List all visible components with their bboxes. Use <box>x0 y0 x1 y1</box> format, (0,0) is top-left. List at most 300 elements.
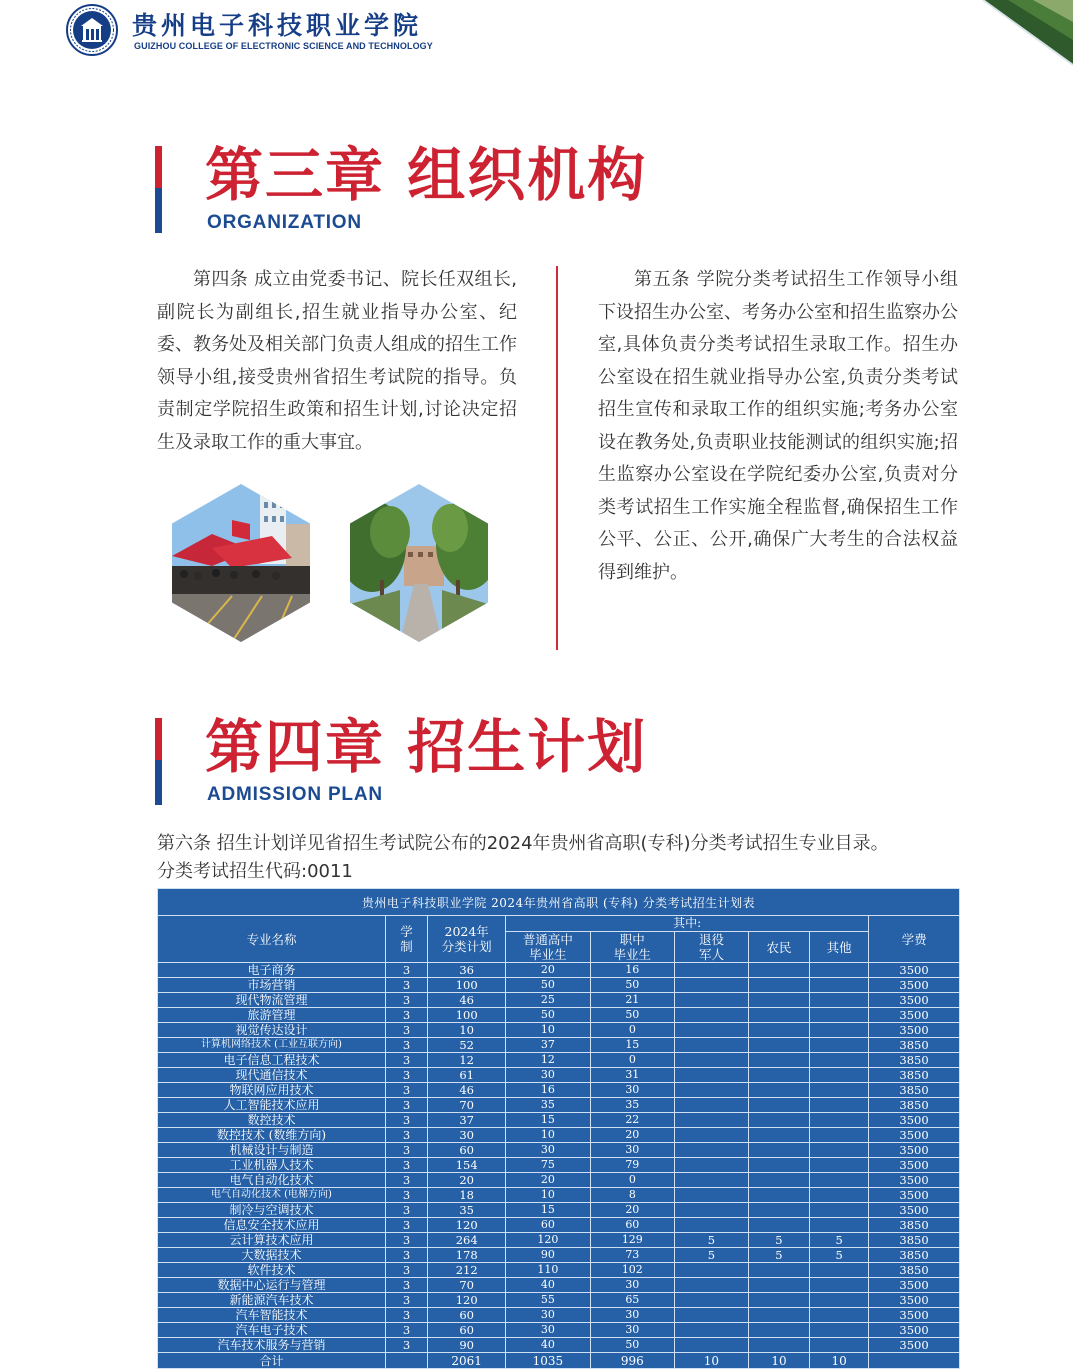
cell-tuition: 3500 <box>869 1338 960 1353</box>
cell-vocational: 16 <box>590 963 674 978</box>
total-veterans: 10 <box>675 1353 749 1369</box>
cell-tuition: 3850 <box>869 1233 960 1248</box>
cell-years: 3 <box>385 1308 427 1323</box>
cell-tuition: 3500 <box>869 1323 960 1338</box>
article6-line1: 第六条 招生计划详见省招生考试院公布的2024年贵州省高职(专科)分类考试招生专业目录。 <box>157 833 889 854</box>
cell-major: 汽车智能技术 <box>158 1308 386 1323</box>
col-header-plan: 2024年 分类计划 <box>428 916 506 963</box>
cell-farmers <box>748 1158 809 1173</box>
cell-major: 数据中心运行与管理 <box>158 1278 386 1293</box>
cell-vocational: 35 <box>590 1098 674 1113</box>
table-row <box>158 1008 960 1023</box>
cell-others <box>810 1338 869 1353</box>
cell-major: 云计算技术应用 <box>158 1233 386 1248</box>
cell-plan: 60 <box>428 1323 506 1338</box>
cell-others <box>810 1038 869 1053</box>
total-farmers: 10 <box>748 1353 809 1369</box>
table-row <box>158 1113 960 1128</box>
col-header-years: 学 制 <box>385 916 427 963</box>
cell-farmers <box>748 1143 809 1158</box>
cell-major: 电子信息工程技术 <box>158 1053 386 1068</box>
cell-farmers <box>748 1023 809 1038</box>
cell-farmers <box>748 1083 809 1098</box>
cell-farmers <box>748 1113 809 1128</box>
heading-accent-blue <box>155 188 162 233</box>
cell-farmers <box>748 978 809 993</box>
table-row <box>158 1218 960 1233</box>
chapter3-subtitle: ORGANIZATION <box>207 212 362 233</box>
cell-major: 数控技术 (数维方向) <box>158 1128 386 1143</box>
cell-vocational: 8 <box>590 1188 674 1203</box>
cell-others <box>810 1218 869 1233</box>
cell-major: 现代物流管理 <box>158 993 386 1008</box>
cell-veterans <box>675 963 749 978</box>
cell-years: 3 <box>385 1143 427 1158</box>
cell-tuition: 3850 <box>869 1083 960 1098</box>
cell-high-school: 30 <box>506 1323 590 1338</box>
cell-high-school: 120 <box>506 1233 590 1248</box>
cell-veterans <box>675 1083 749 1098</box>
cell-high-school: 50 <box>506 978 590 993</box>
cell-major: 软件技术 <box>158 1263 386 1278</box>
cell-years: 3 <box>385 1083 427 1098</box>
cell-vocational: 60 <box>590 1218 674 1233</box>
cell-major: 电子商务 <box>158 963 386 978</box>
cell-farmers <box>748 1338 809 1353</box>
cell-plan: 10 <box>428 1023 506 1038</box>
cell-others: 5 <box>810 1233 869 1248</box>
cell-plan: 60 <box>428 1308 506 1323</box>
cell-plan: 70 <box>428 1278 506 1293</box>
cell-plan: 37 <box>428 1113 506 1128</box>
cell-veterans <box>675 1128 749 1143</box>
cell-major: 汽车电子技术 <box>158 1323 386 1338</box>
cell-high-school: 20 <box>506 963 590 978</box>
total-major: 合计 <box>158 1353 386 1369</box>
cell-high-school: 15 <box>506 1113 590 1128</box>
cell-years: 3 <box>385 1158 427 1173</box>
article6-text <box>157 830 997 886</box>
cell-vocational: 20 <box>590 1128 674 1143</box>
cell-major: 人工智能技术应用 <box>158 1098 386 1113</box>
cell-others: 5 <box>810 1248 869 1263</box>
cell-major: 汽车技术服务与营销 <box>158 1338 386 1353</box>
cell-plan: 154 <box>428 1158 506 1173</box>
cell-veterans <box>675 1278 749 1293</box>
cell-major: 信息安全技术应用 <box>158 1218 386 1233</box>
college-logo <box>66 4 446 56</box>
cell-vocational: 20 <box>590 1203 674 1218</box>
cell-years: 3 <box>385 1248 427 1263</box>
col-header-veterans: 退役 军人 <box>675 932 749 963</box>
cell-tuition: 3850 <box>869 1038 960 1053</box>
table-row <box>158 1293 960 1308</box>
cell-tuition: 3500 <box>869 1293 960 1308</box>
cell-farmers <box>748 1323 809 1338</box>
cell-vocational: 30 <box>590 1143 674 1158</box>
table-row <box>158 1338 960 1353</box>
cell-years: 3 <box>385 1053 427 1068</box>
table-row <box>158 963 960 978</box>
cell-high-school: 10 <box>506 1128 590 1143</box>
cell-vocational: 30 <box>590 1083 674 1098</box>
cell-veterans <box>675 1038 749 1053</box>
table-row <box>158 1173 960 1188</box>
table-row <box>158 1308 960 1323</box>
total-plan: 2061 <box>428 1353 506 1369</box>
cell-years: 3 <box>385 1023 427 1038</box>
table-title: 贵州电子科技职业学院 2024年贵州省高职 (专科) 分类考试招生计划表 <box>158 889 960 916</box>
cell-years: 3 <box>385 1113 427 1128</box>
cell-major: 电气自动化技术 (电梯方向) <box>158 1188 386 1203</box>
cell-plan: 120 <box>428 1218 506 1233</box>
col-header-others: 其他 <box>810 932 869 963</box>
cell-plan: 52 <box>428 1038 506 1053</box>
admission-plan-table <box>157 888 960 1369</box>
cell-others <box>810 1053 869 1068</box>
cell-farmers <box>748 1128 809 1143</box>
table-row <box>158 1023 960 1038</box>
cell-tuition: 3500 <box>869 993 960 1008</box>
cell-others <box>810 1083 869 1098</box>
cell-veterans <box>675 1203 749 1218</box>
cell-major: 电气自动化技术 <box>158 1173 386 1188</box>
cell-plan: 18 <box>428 1188 506 1203</box>
cell-veterans <box>675 993 749 1008</box>
cell-farmers <box>748 1203 809 1218</box>
cell-farmers <box>748 1263 809 1278</box>
cell-others <box>810 978 869 993</box>
chapter4-subtitle: ADMISSION PLAN <box>207 784 383 805</box>
cell-vocational: 31 <box>590 1068 674 1083</box>
cell-farmers <box>748 1038 809 1053</box>
total-others: 10 <box>810 1353 869 1369</box>
cell-farmers <box>748 1068 809 1083</box>
cell-plan: 178 <box>428 1248 506 1263</box>
cell-tuition: 3500 <box>869 1278 960 1293</box>
table-row <box>158 1188 960 1203</box>
cell-years: 3 <box>385 1263 427 1278</box>
column-divider <box>556 266 558 650</box>
cell-others <box>810 993 869 1008</box>
cell-tuition: 3500 <box>869 1023 960 1038</box>
cell-others <box>810 1158 869 1173</box>
cell-others <box>810 1068 869 1083</box>
total-high-school: 1035 <box>506 1353 590 1369</box>
cell-veterans <box>675 1173 749 1188</box>
college-seal-icon <box>66 4 118 56</box>
cell-veterans <box>675 1323 749 1338</box>
cell-tuition: 3850 <box>869 1068 960 1083</box>
cell-veterans <box>675 1263 749 1278</box>
corner-landscape-decoration <box>953 0 1073 70</box>
article4-text: 第四条 成立由党委书记、院长任双组长,副院长为副组长,招生就业指导办公室、纪委、教务处及相关部门负责人组成的招生工作领导小组,接受贵州省招生考试院的指导。负责制定学院招生政策和招生计划,讨论决定招生及录取工作的重大事宜。 <box>157 269 517 453</box>
table-row <box>158 1053 960 1068</box>
cell-plan: 100 <box>428 1008 506 1023</box>
cell-veterans <box>675 1188 749 1203</box>
table-row <box>158 1278 960 1293</box>
cell-veterans <box>675 1338 749 1353</box>
cell-high-school: 75 <box>506 1158 590 1173</box>
cell-years: 3 <box>385 978 427 993</box>
cell-vocational: 15 <box>590 1038 674 1053</box>
cell-plan: 120 <box>428 1293 506 1308</box>
table-total-row <box>158 1353 960 1369</box>
cell-plan: 264 <box>428 1233 506 1248</box>
cell-high-school: 30 <box>506 1143 590 1158</box>
cell-others <box>810 1308 869 1323</box>
heading-accent-blue <box>155 760 162 805</box>
cell-vocational: 79 <box>590 1158 674 1173</box>
col-header-major: 专业名称 <box>158 916 386 963</box>
cell-veterans: 5 <box>675 1233 749 1248</box>
cell-plan: 46 <box>428 1083 506 1098</box>
cell-others <box>810 1098 869 1113</box>
cell-high-school: 37 <box>506 1038 590 1053</box>
cell-others <box>810 963 869 978</box>
cell-veterans <box>675 1293 749 1308</box>
cell-tuition: 3850 <box>869 1053 960 1068</box>
cell-others <box>810 1173 869 1188</box>
cell-years: 3 <box>385 1338 427 1353</box>
cell-major: 物联网应用技术 <box>158 1083 386 1098</box>
cell-vocational: 21 <box>590 993 674 1008</box>
cell-high-school: 12 <box>506 1053 590 1068</box>
cell-plan: 61 <box>428 1068 506 1083</box>
cell-major: 计算机网络技术 (工业互联方向) <box>158 1038 386 1053</box>
cell-tuition: 3500 <box>869 978 960 993</box>
cell-vocational: 50 <box>590 1008 674 1023</box>
cell-major: 视觉传达设计 <box>158 1023 386 1038</box>
cell-vocational: 50 <box>590 978 674 993</box>
cell-veterans <box>675 1308 749 1323</box>
cell-farmers <box>748 1218 809 1233</box>
cell-high-school: 16 <box>506 1083 590 1098</box>
cell-years: 3 <box>385 1173 427 1188</box>
cell-plan: 20 <box>428 1173 506 1188</box>
cell-major: 制冷与空调技术 <box>158 1203 386 1218</box>
cell-farmers <box>748 993 809 1008</box>
cell-tuition: 3850 <box>869 1218 960 1233</box>
cell-vocational: 0 <box>590 1023 674 1038</box>
cell-years: 3 <box>385 1068 427 1083</box>
cell-vocational: 30 <box>590 1308 674 1323</box>
cell-high-school: 50 <box>506 1008 590 1023</box>
cell-veterans: 5 <box>675 1248 749 1263</box>
cell-others <box>810 1008 869 1023</box>
cell-veterans <box>675 1008 749 1023</box>
total-vocational: 996 <box>590 1353 674 1369</box>
cell-tuition: 3500 <box>869 1158 960 1173</box>
cell-tuition: 3500 <box>869 1203 960 1218</box>
cell-farmers <box>748 1278 809 1293</box>
cell-others <box>810 1143 869 1158</box>
cell-veterans <box>675 1218 749 1233</box>
cell-tuition: 3850 <box>869 1263 960 1278</box>
table-row <box>158 1143 960 1158</box>
college-name-en: GUIZHOU COLLEGE OF ELECTRONIC SCIENCE AND TECHNOLOGY <box>134 41 433 51</box>
cell-farmers: 5 <box>748 1233 809 1248</box>
cell-high-school: 55 <box>506 1293 590 1308</box>
cell-farmers <box>748 1173 809 1188</box>
cell-high-school: 60 <box>506 1218 590 1233</box>
cell-major: 市场营销 <box>158 978 386 993</box>
cell-years: 3 <box>385 1128 427 1143</box>
cell-high-school: 30 <box>506 1068 590 1083</box>
col-header-high-school: 普通高中 毕业生 <box>506 932 590 963</box>
table-row <box>158 1098 960 1113</box>
cell-years: 3 <box>385 1233 427 1248</box>
cell-tuition: 3500 <box>869 1308 960 1323</box>
cell-major: 新能源汽车技术 <box>158 1293 386 1308</box>
table-row <box>158 1083 960 1098</box>
table-row <box>158 1068 960 1083</box>
cell-major: 工业机器人技术 <box>158 1158 386 1173</box>
article6-admission-code: 分类考试招生代码:0011 <box>157 861 353 882</box>
cell-high-school: 15 <box>506 1203 590 1218</box>
cell-veterans <box>675 1068 749 1083</box>
cell-plan: 12 <box>428 1053 506 1068</box>
hexagon-photo-campus-road <box>350 484 488 642</box>
cell-farmers <box>748 1308 809 1323</box>
table-row <box>158 1203 960 1218</box>
cell-farmers <box>748 1098 809 1113</box>
col-header-of-which: 其中: <box>506 916 869 932</box>
cell-years: 3 <box>385 1203 427 1218</box>
cell-vocational: 65 <box>590 1293 674 1308</box>
table-row <box>158 1263 960 1278</box>
cell-tuition: 3500 <box>869 1173 960 1188</box>
total-years <box>385 1353 427 1369</box>
table-row <box>158 1158 960 1173</box>
cell-others <box>810 1323 869 1338</box>
cell-veterans <box>675 1113 749 1128</box>
cell-vocational: 102 <box>590 1263 674 1278</box>
cell-vocational: 30 <box>590 1278 674 1293</box>
cell-veterans <box>675 1098 749 1113</box>
cell-others <box>810 1113 869 1128</box>
table-row <box>158 993 960 1008</box>
table-row <box>158 1038 960 1053</box>
cell-tuition: 3500 <box>869 963 960 978</box>
cell-vocational: 73 <box>590 1248 674 1263</box>
cell-plan: 212 <box>428 1263 506 1278</box>
cell-tuition: 3500 <box>869 1188 960 1203</box>
cell-plan: 35 <box>428 1203 506 1218</box>
cell-vocational: 0 <box>590 1053 674 1068</box>
cell-major: 大数据技术 <box>158 1248 386 1263</box>
cell-veterans <box>675 1158 749 1173</box>
cell-tuition: 3500 <box>869 1008 960 1023</box>
cell-others <box>810 1278 869 1293</box>
cell-high-school: 35 <box>506 1098 590 1113</box>
cell-years: 3 <box>385 963 427 978</box>
table-row <box>158 1248 960 1263</box>
cell-veterans <box>675 1053 749 1068</box>
cell-tuition: 3850 <box>869 1248 960 1263</box>
cell-years: 3 <box>385 1008 427 1023</box>
chapter4-title: 第四章 招生计划 <box>205 713 648 781</box>
cell-high-school: 40 <box>506 1338 590 1353</box>
cell-years: 3 <box>385 993 427 1008</box>
cell-years: 3 <box>385 1188 427 1203</box>
cell-major: 现代通信技术 <box>158 1068 386 1083</box>
hexagon-photo-recruitment-fair <box>172 484 310 642</box>
cell-years: 3 <box>385 1038 427 1053</box>
cell-high-school: 110 <box>506 1263 590 1278</box>
chapter3-title: 第三章 组织机构 <box>205 141 648 209</box>
cell-others <box>810 1203 869 1218</box>
cell-high-school: 40 <box>506 1278 590 1293</box>
cell-vocational: 50 <box>590 1338 674 1353</box>
cell-vocational: 129 <box>590 1233 674 1248</box>
cell-plan: 90 <box>428 1338 506 1353</box>
cell-high-school: 25 <box>506 993 590 1008</box>
heading-accent-red <box>155 718 162 760</box>
cell-farmers <box>748 1293 809 1308</box>
cell-major: 机械设计与制造 <box>158 1143 386 1158</box>
col-header-tuition: 学费 <box>869 916 960 963</box>
cell-others <box>810 1188 869 1203</box>
cell-high-school: 10 <box>506 1023 590 1038</box>
cell-farmers <box>748 1053 809 1068</box>
cell-high-school: 10 <box>506 1188 590 1203</box>
table-row <box>158 978 960 993</box>
cell-major: 数控技术 <box>158 1113 386 1128</box>
cell-tuition: 3850 <box>869 1098 960 1113</box>
cell-farmers <box>748 1008 809 1023</box>
article5-text: 第五条 学院分类考试招生工作领导小组下设招生办公室、考务办公室和招生监察办公室,具体负责分类考试招生录取工作。招生办公室设在招生就业指导办公室,负责分类考试招生宣传和录取工作的组织实施;考务办公室设在教务处,负责职业技能测试的组织实施;招生监察办公室设在学院纪委办公室,负责对分类考试招生工作实施全程监督,确保招生工作公平、公正、公开,确保广大考生的合法权益得到维护。 <box>598 269 958 583</box>
cell-others <box>810 1263 869 1278</box>
table-row <box>158 1323 960 1338</box>
cell-vocational: 0 <box>590 1173 674 1188</box>
cell-veterans <box>675 978 749 993</box>
cell-farmers <box>748 963 809 978</box>
cell-plan: 30 <box>428 1128 506 1143</box>
table-row <box>158 1233 960 1248</box>
cell-farmers: 5 <box>748 1248 809 1263</box>
cell-plan: 36 <box>428 963 506 978</box>
col-header-farmers: 农民 <box>748 932 809 963</box>
cell-years: 3 <box>385 1218 427 1233</box>
col-header-vocational: 职中 毕业生 <box>590 932 674 963</box>
cell-vocational: 22 <box>590 1113 674 1128</box>
cell-plan: 46 <box>428 993 506 1008</box>
college-name-cn: 贵州电子科技职业学院 <box>132 11 423 40</box>
cell-others <box>810 1293 869 1308</box>
cell-plan: 70 <box>428 1098 506 1113</box>
cell-high-school: 90 <box>506 1248 590 1263</box>
cell-others <box>810 1023 869 1038</box>
cell-veterans <box>675 1143 749 1158</box>
heading-accent-red <box>155 146 162 188</box>
cell-years: 3 <box>385 1278 427 1293</box>
cell-veterans <box>675 1023 749 1038</box>
cell-plan: 60 <box>428 1143 506 1158</box>
cell-years: 3 <box>385 1098 427 1113</box>
cell-years: 3 <box>385 1323 427 1338</box>
cell-tuition: 3500 <box>869 1143 960 1158</box>
table-row <box>158 1128 960 1143</box>
cell-high-school: 30 <box>506 1308 590 1323</box>
cell-high-school: 20 <box>506 1173 590 1188</box>
cell-tuition: 3500 <box>869 1113 960 1128</box>
cell-tuition: 3500 <box>869 1128 960 1143</box>
cell-others <box>810 1128 869 1143</box>
cell-farmers <box>748 1188 809 1203</box>
cell-vocational: 30 <box>590 1323 674 1338</box>
cell-years: 3 <box>385 1293 427 1308</box>
